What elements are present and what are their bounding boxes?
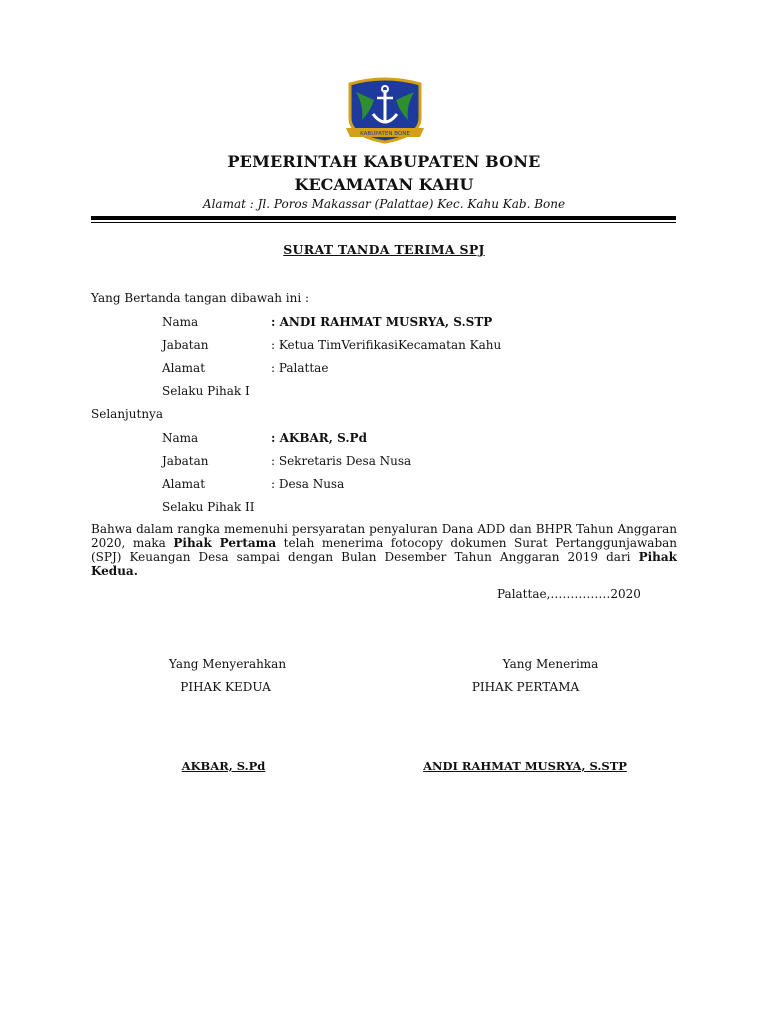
party2-name-label: Nama xyxy=(162,431,199,445)
party2-address-label: Alamat xyxy=(162,477,206,491)
party2-role: Selaku Pihak II xyxy=(162,500,255,514)
left-signature-caption: Yang Menyerahkan xyxy=(168,657,287,671)
party1-position-value: : Ketua TimVerifikasiKecamatan Kahu xyxy=(271,338,502,352)
document-title: SURAT TANDA TERIMA SPJ xyxy=(283,242,485,257)
statement-paragraph xyxy=(91,522,677,578)
party1-name-value: : ANDI RAHMAT MUSRYA, S.STP xyxy=(271,315,493,329)
header-divider-thin xyxy=(91,222,676,223)
left-signature-role: PIHAK KEDUA xyxy=(180,680,271,694)
next-party-label: Selanjutnya xyxy=(91,407,163,421)
statement-text-1: Bahwa dalam rangka memenuhi persyaratan penyaluran Dana ADD dan BHPR Tahun Anggaran 2020, maka xyxy=(91,522,677,550)
party2-position-value: : Sekretaris Desa Nusa xyxy=(271,454,412,468)
party2-name-value: : AKBAR, S.Pd xyxy=(271,431,367,445)
party1-address-label: Alamat xyxy=(162,361,206,375)
party1-name-label: Nama xyxy=(162,315,199,329)
header-divider-thick xyxy=(91,216,676,220)
party2-position-label: Jabatan xyxy=(162,454,209,468)
kabupaten-bone-logo xyxy=(340,76,430,148)
right-signatory-name: ANDI RAHMAT MUSRYA, S.STP xyxy=(423,759,627,773)
party2-address-value: : Desa Nusa xyxy=(271,477,345,491)
intro-text: Yang Bertanda tangan dibawah ini : xyxy=(91,291,310,305)
organization-name: PEMERINTAH KABUPATEN BONE xyxy=(227,152,541,171)
right-signature-role: PIHAK PERTAMA xyxy=(471,680,580,694)
left-signatory-name: AKBAR, S.Pd xyxy=(181,759,266,773)
statement-bold-second-party: Pihak Kedua. xyxy=(91,550,677,578)
party1-position-label: Jabatan xyxy=(162,338,209,352)
statement-text-2: telah menerima fotocopy dokumen Surat Pertanggunjawaban (SPJ) Keuangan Desa sampai dengan Bulan Desember Tahun Anggaran 2019 dari xyxy=(91,536,678,564)
right-signature-caption: Yang Menerima xyxy=(502,657,599,671)
party1-address-value: : Palattae xyxy=(271,361,329,375)
svg-text:KABUPATEN BONE: KABUPATEN BONE xyxy=(360,131,410,137)
office-address: Alamat : Jl. Poros Makassar (Palattae) Kec. Kahu Kab. Bone xyxy=(202,197,566,211)
district-name: KECAMATAN KAHU xyxy=(294,175,474,194)
party1-role: Selaku Pihak I xyxy=(162,384,250,398)
statement-bold-first-party: Pihak Pertama xyxy=(173,536,277,550)
place-date: Palattae,……………2020 xyxy=(497,587,641,601)
